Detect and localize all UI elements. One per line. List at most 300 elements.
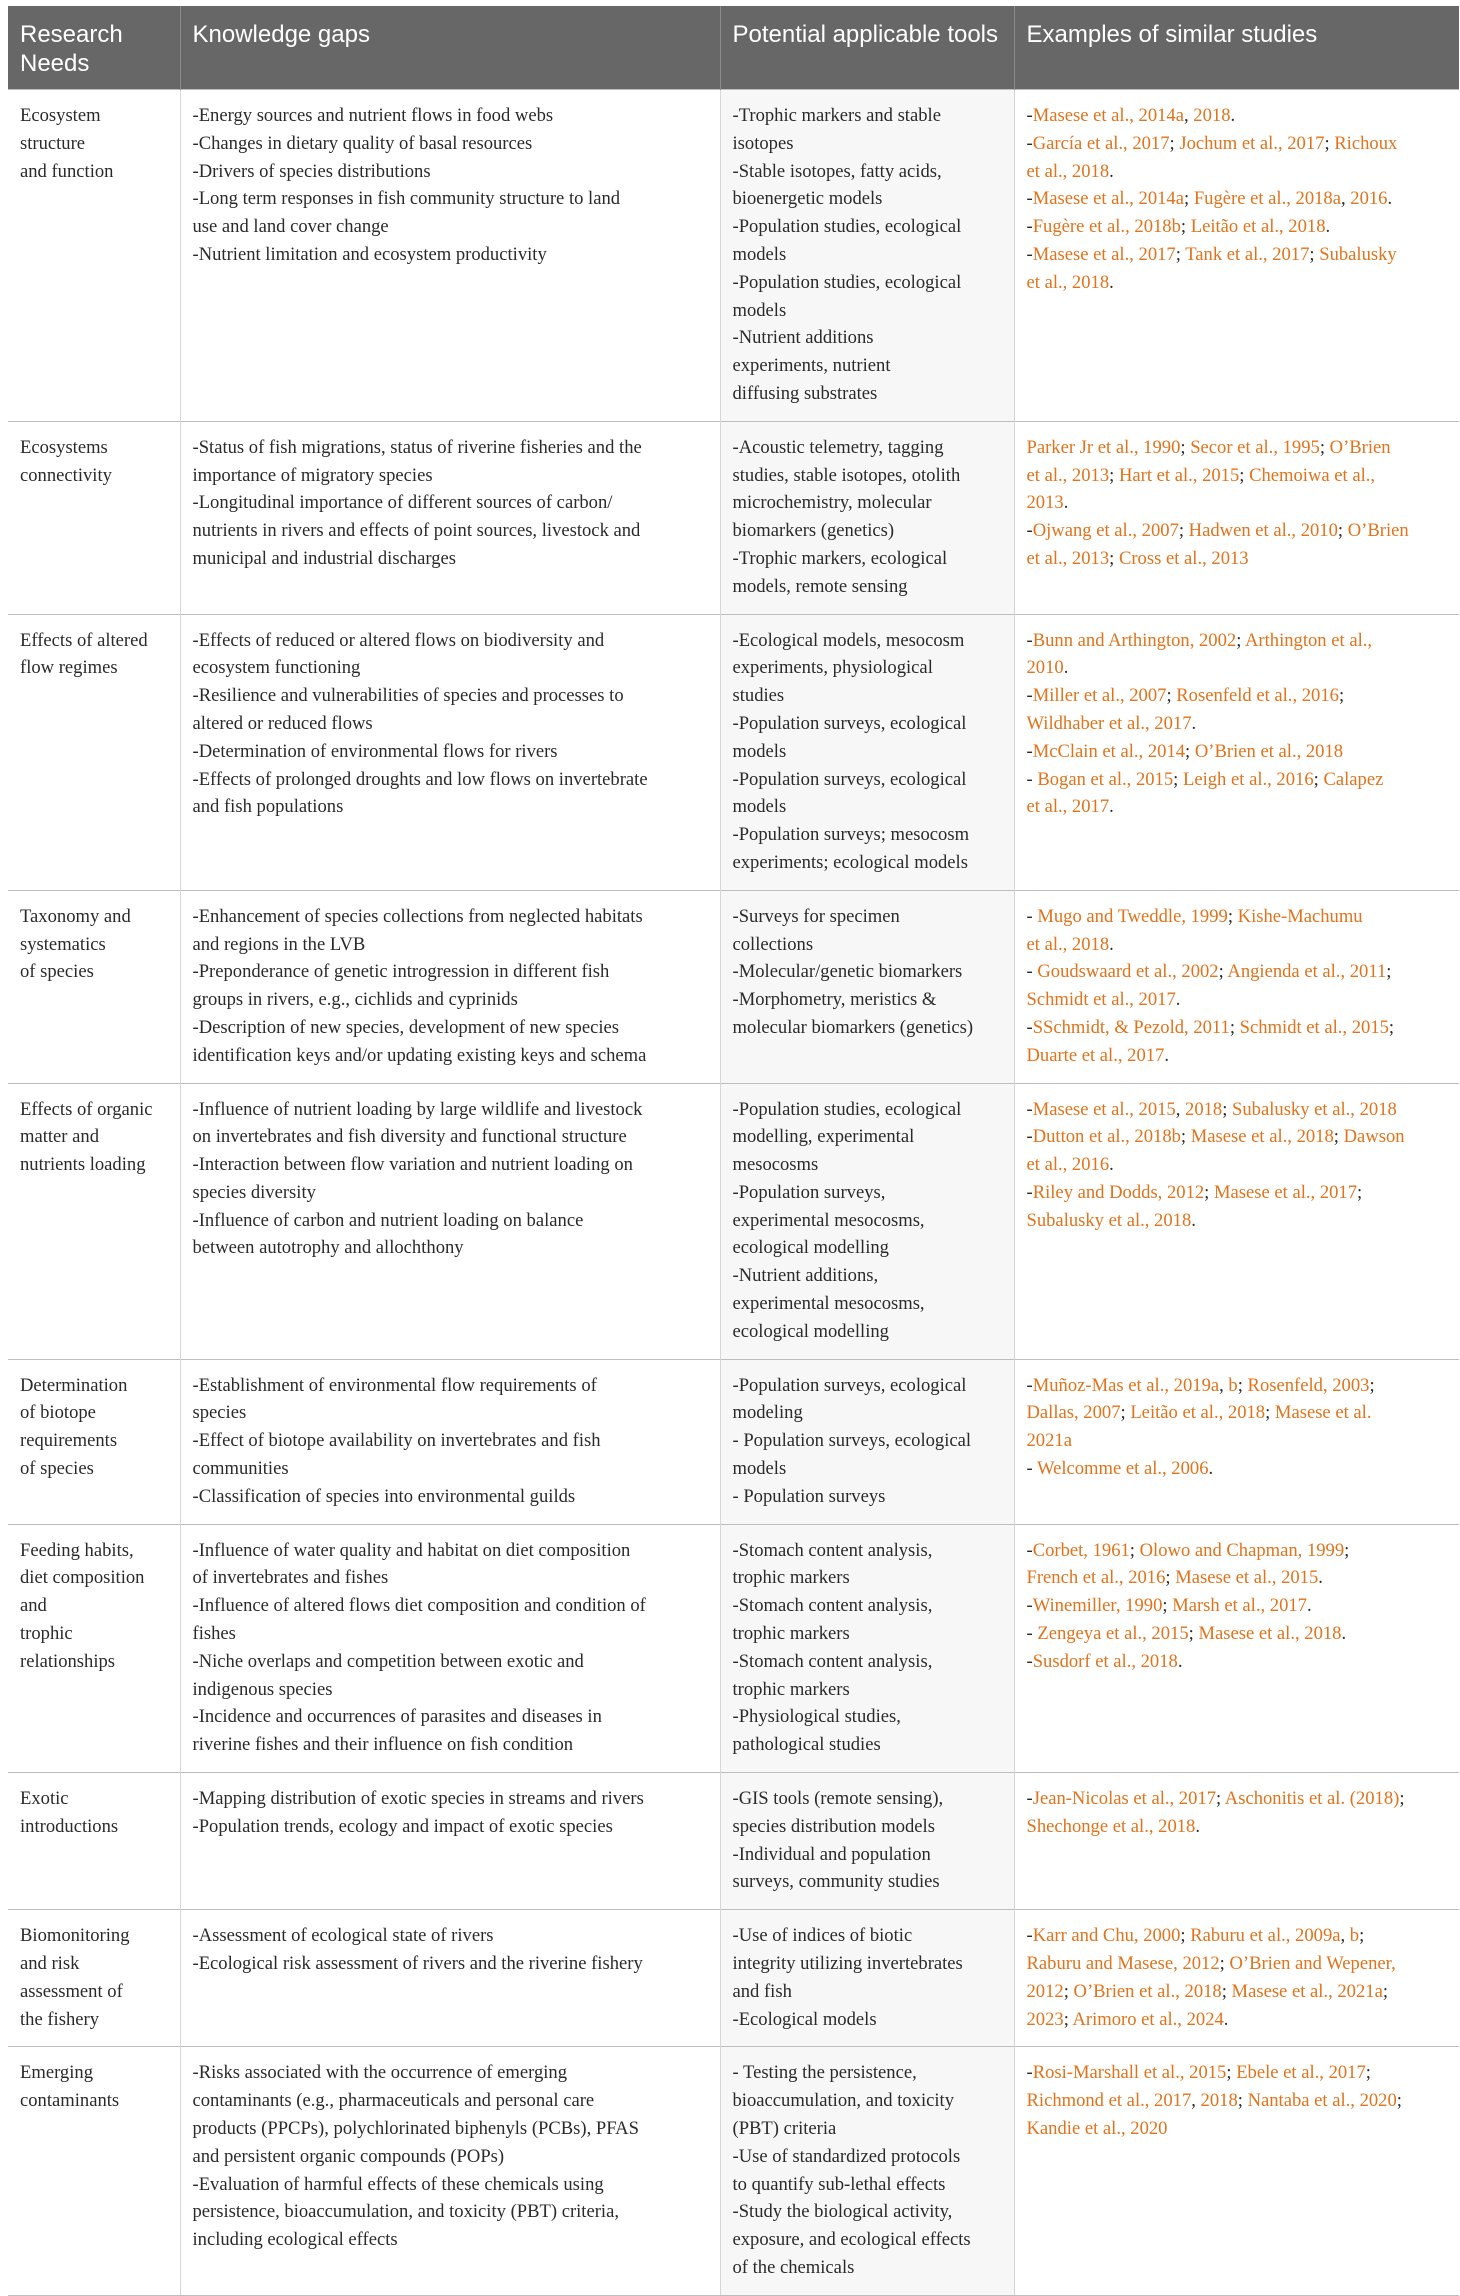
research-need-cell	[8, 1359, 180, 1524]
citation-link[interactable]: Bunn and Arthington, 2002	[1032, 629, 1237, 651]
citation-separator: ;	[1180, 1126, 1191, 1148]
citation-link[interactable]: Kandie et al., 2020	[1026, 2118, 1168, 2139]
citation-separator: ;	[1359, 1925, 1365, 1947]
tool-line: -Study the biological activity,	[732, 2201, 953, 2223]
citation-link[interactable]: Masese et al., 2017	[1032, 243, 1176, 265]
citation-separator: -	[1026, 1925, 1033, 1947]
citation-link[interactable]: Secor et al., 1995	[1190, 436, 1320, 458]
citation-link[interactable]: 2021a	[1026, 1430, 1072, 1452]
citation-link[interactable]: O’Brien	[1329, 436, 1391, 458]
research-need-cell	[8, 90, 180, 422]
citation-link[interactable]: Masese et al., 2014a	[1032, 188, 1184, 210]
citation-separator: ;	[1229, 1016, 1240, 1038]
citation-separator: ;	[1357, 1181, 1363, 1203]
example-line	[1027, 269, 1448, 297]
tool-line: -Use of standardized protocols	[732, 2145, 961, 2167]
citation-separator: .	[1109, 160, 1114, 182]
example-line	[1027, 1123, 1448, 1151]
research-need-line: and function	[20, 160, 114, 182]
examples-cell	[1014, 1910, 1459, 2047]
tool-line: modelling, experimental	[732, 1126, 915, 1148]
citation-link[interactable]: Calapez	[1323, 768, 1384, 790]
citation-link[interactable]: Subalusky	[1319, 243, 1397, 265]
research-need-line: connectivity	[20, 464, 112, 486]
example-line	[1027, 545, 1448, 573]
citation-link[interactable]: Muñoz-Mas et al., 2019a	[1032, 1374, 1220, 1396]
citation-separator: .	[1341, 1623, 1347, 1645]
citation-link[interactable]: Arimoro et al., 2024	[1072, 2008, 1224, 2030]
knowledge-gap-line: -Longitudinal importance of different sources of carbon/	[192, 492, 613, 514]
citation-separator: ;	[1227, 905, 1238, 927]
example-line	[1027, 1813, 1448, 1841]
citation-link[interactable]: Rosenfeld, 2003	[1247, 1374, 1370, 1396]
example-line	[1027, 1096, 1448, 1124]
knowledge-gap-line: including ecological effects	[192, 2229, 398, 2251]
example-line	[1027, 213, 1448, 241]
citation-link[interactable]: Mugo and Tweddle, 1999	[1037, 905, 1228, 927]
header-similar-studies: Examples of similar studies	[1014, 6, 1459, 90]
research-need-cell	[8, 614, 180, 890]
example-line	[1027, 517, 1448, 545]
citation-separator: ;	[1109, 464, 1119, 486]
example-line	[1027, 1950, 1448, 1978]
citation-link[interactable]: Angienda et al., 2011	[1227, 961, 1387, 983]
citation-separator: ;	[1313, 768, 1324, 790]
tool-line: experiments, nutrient	[732, 355, 891, 377]
citation-separator: -	[1026, 132, 1033, 154]
citation-separator: ;	[1396, 2090, 1402, 2112]
citation-link[interactable]: Raburu and Masese, 2012	[1026, 1953, 1220, 1975]
example-line	[1027, 489, 1448, 517]
citation-link[interactable]: Goudswaard et al., 2002	[1037, 961, 1219, 983]
citation-link[interactable]: Olowo and Chapman, 1999	[1139, 1539, 1345, 1561]
example-line	[1027, 1648, 1448, 1676]
citation-separator: ;	[1226, 2062, 1237, 2084]
knowledge-gap-line: -Interaction between flow variation and nutrient loading on	[192, 1154, 633, 1176]
tools-cell	[720, 2047, 1014, 2295]
citation-link[interactable]: 2016	[1350, 188, 1388, 210]
tool-line: and fish	[732, 1980, 792, 2002]
citation-link[interactable]: Zengeya et al., 2015	[1037, 1623, 1189, 1645]
citation-link[interactable]: Fugère et al., 2018b	[1032, 216, 1181, 238]
citation-link[interactable]: Dawson	[1343, 1126, 1405, 1148]
knowledge-gap-line: municipal and industrial discharges	[192, 547, 457, 569]
citation-separator: ;	[1319, 436, 1330, 458]
citation-link[interactable]: Fugère et al., 2018a	[1193, 188, 1341, 210]
citation-separator: .	[1191, 712, 1197, 734]
tool-line: -Population studies, ecological	[732, 1098, 962, 1120]
citation-separator: ;	[1188, 1623, 1199, 1645]
example-line	[1027, 2115, 1448, 2143]
knowledge-gap-line: identification keys and/or updating existing keys and schema	[192, 1044, 647, 1066]
citation-link[interactable]: 2013	[1026, 492, 1064, 514]
citation-link[interactable]: Parker Jr et al., 1990	[1026, 436, 1181, 458]
tool-line: -Population surveys; mesocosm	[732, 824, 970, 846]
citation-separator: ;	[1399, 1788, 1405, 1810]
tools-cell	[720, 1359, 1014, 1524]
knowledge-gap-line: -Energy sources and nutrient flows in food webs	[192, 105, 554, 126]
knowledge-gap-line: -Influence of altered flows diet composition and condition of	[192, 1595, 646, 1617]
citation-link[interactable]: Aschonitis et al. (2018)	[1224, 1788, 1400, 1810]
example-line	[1027, 1427, 1448, 1455]
tool-line: collections	[732, 933, 814, 955]
citation-link[interactable]: 2018	[1200, 2090, 1238, 2112]
example-line	[1027, 2059, 1448, 2087]
citation-separator: .	[1109, 1154, 1114, 1176]
research-needs-table	[8, 6, 1459, 2296]
research-need-line: relationships	[20, 1650, 116, 1672]
citation-link[interactable]: Chemoiwa et al.,	[1249, 464, 1376, 486]
research-need-line: diet composition	[20, 1567, 145, 1589]
citation-separator: ;	[1180, 1925, 1191, 1947]
citation-link[interactable]: Masese et al., 2017	[1214, 1181, 1358, 1203]
knowledge-gaps-cell	[180, 1910, 720, 2047]
research-table-container	[8, 6, 1459, 2296]
citation-separator: ;	[1180, 436, 1191, 458]
citation-separator: ;	[1222, 1098, 1233, 1120]
citation-link[interactable]: Corbet, 1961	[1032, 1539, 1130, 1561]
example-line	[1027, 1042, 1448, 1070]
example-line	[1027, 793, 1448, 821]
header-applicable-tools: Potential applicable tools	[720, 6, 1014, 90]
research-need-cell	[8, 1910, 180, 2047]
knowledge-gap-line: of invertebrates and fishes	[192, 1567, 389, 1589]
research-need-line: Exotic	[20, 1788, 69, 1810]
citation-link[interactable]: Susdorf et al., 2018	[1032, 1650, 1178, 1672]
citation-link[interactable]: Rosenfeld et al., 2016	[1176, 685, 1339, 707]
knowledge-gap-line: ecosystem functioning	[192, 657, 361, 679]
knowledge-gap-line: -Risks associated with the occurrence of emerging	[192, 2062, 568, 2084]
citation-separator: ;	[1365, 2062, 1371, 2084]
knowledge-gap-line: importance of migratory species	[192, 464, 433, 486]
tool-line: -Population studies, ecological	[732, 271, 962, 293]
citation-link[interactable]: Duarte et al., 2017	[1026, 1044, 1165, 1066]
citation-link[interactable]: French et al., 2016	[1026, 1567, 1166, 1589]
tool-line: trophic markers	[732, 1678, 850, 1700]
tool-line: -Morphometry, meristics &	[732, 989, 937, 1011]
knowledge-gap-line: -Description of new species, development of new species	[192, 1016, 619, 1038]
example-line	[1027, 102, 1448, 130]
citation-separator: ,	[1184, 105, 1194, 126]
research-need-line: and risk	[20, 1953, 80, 1975]
tool-line: experimental mesocosms,	[732, 1293, 925, 1315]
citation-separator: .	[1387, 188, 1393, 210]
knowledge-gaps-cell	[180, 1083, 720, 1359]
citation-separator: -	[1026, 961, 1038, 983]
knowledge-gap-line: -Classification of species into environmental guilds	[192, 1485, 576, 1507]
citation-link[interactable]: García et al., 2017	[1032, 132, 1170, 154]
example-line	[1027, 1372, 1448, 1400]
example-line	[1027, 682, 1448, 710]
examples-cell	[1014, 1083, 1459, 1359]
tool-line: -Nutrient additions,	[732, 1265, 879, 1287]
citation-separator: -	[1026, 1098, 1033, 1120]
citation-link[interactable]: Subalusky et al., 2018	[1232, 1098, 1397, 1120]
tool-line: molecular biomarkers (genetics)	[732, 1016, 974, 1038]
citation-link[interactable]: Raburu et al., 2009a	[1190, 1925, 1341, 1947]
knowledge-gap-line: -Effects of reduced or altered flows on biodiversity and	[192, 629, 605, 651]
knowledge-gap-line: -Nutrient limitation and ecosystem productivity	[192, 243, 547, 265]
knowledge-gap-line: -Drivers of species distributions	[192, 160, 431, 182]
citation-link[interactable]: Masese et al., 2014a	[1032, 105, 1184, 126]
knowledge-gaps-cell	[180, 90, 720, 422]
citation-separator: ;	[1324, 132, 1335, 154]
citation-separator: .	[1109, 933, 1114, 955]
citation-link[interactable]: et al., 2018	[1026, 271, 1110, 293]
citation-separator: ;	[1173, 768, 1183, 790]
tool-line: -Stable isotopes, fatty acids,	[732, 160, 942, 182]
research-need-line: and	[20, 1595, 47, 1617]
knowledge-gap-line: nutrients in rivers and effects of point sources, livestock and	[192, 520, 641, 542]
citation-link[interactable]: Dutton et al., 2018b	[1032, 1126, 1181, 1148]
knowledge-gap-line: -Effect of biotope availability on invertebrates and fish	[192, 1430, 601, 1452]
citation-link[interactable]: Schmidt et al., 2017	[1026, 989, 1176, 1011]
knowledge-gap-line: -Influence of water quality and habitat on diet composition	[192, 1539, 631, 1561]
table-row	[8, 890, 1459, 1083]
citation-separator: -	[1026, 740, 1033, 762]
tool-line: -Use of indices of biotic	[732, 1925, 913, 1947]
research-need-line: Emerging	[20, 2062, 93, 2084]
citation-link[interactable]: O’Brien et al., 2018	[1194, 740, 1344, 762]
examples-cell	[1014, 1773, 1459, 1910]
citation-link[interactable]: Masese et al., 2015	[1032, 1098, 1176, 1120]
knowledge-gap-line: between autotrophy and allochthony	[192, 1237, 464, 1259]
tool-line: - Population surveys, ecological	[732, 1430, 972, 1452]
citation-link[interactable]: Miller et al., 2007	[1032, 685, 1167, 707]
tool-line: modeling	[732, 1402, 803, 1424]
citation-link[interactable]: Richmond et al., 2017	[1026, 2090, 1192, 2112]
citation-link[interactable]: 2023	[1026, 2008, 1064, 2030]
table-row	[8, 1083, 1459, 1359]
tool-line: -Trophic markers and stable	[732, 105, 941, 126]
citation-link[interactable]: Jean-Nicolas et al., 2017	[1032, 1788, 1216, 1810]
tool-line: models	[732, 796, 787, 818]
example-line	[1027, 958, 1448, 986]
citation-link[interactable]: Richoux	[1334, 132, 1398, 154]
example-line	[1027, 1014, 1448, 1042]
citation-link[interactable]: Cross et al., 2013	[1118, 547, 1249, 569]
citation-separator: ;	[1219, 1953, 1230, 1975]
citation-link[interactable]: Rosi-Marshall et al., 2015	[1032, 2062, 1227, 2084]
example-line	[1027, 1455, 1448, 1483]
citation-link[interactable]: et al., 2018	[1026, 933, 1110, 955]
citation-link[interactable]: Hadwen et al., 2010	[1188, 520, 1338, 542]
citation-link[interactable]: SSchmidt, & Pezold, 2011	[1032, 1016, 1230, 1038]
citation-link[interactable]: Ebele et al., 2017	[1236, 2062, 1366, 2084]
table-row	[8, 90, 1459, 422]
citation-separator: ;	[1063, 2008, 1073, 2030]
citation-link[interactable]: Leitão et al., 2018	[1130, 1402, 1266, 1424]
research-need-line: matter and	[20, 1126, 99, 1148]
citation-link[interactable]: Wildhaber et al., 2017	[1026, 712, 1192, 734]
table-row	[8, 1910, 1459, 2047]
citation-separator: ;	[1344, 1539, 1350, 1561]
citation-link[interactable]: Shechonge et al., 2018	[1026, 1815, 1196, 1837]
knowledge-gap-line: and regions in the LVB	[192, 933, 366, 955]
citation-link[interactable]: O’Brien	[1347, 520, 1409, 542]
knowledge-gaps-cell	[180, 421, 720, 614]
tool-line: models	[732, 243, 787, 265]
research-need-line: systematics	[20, 933, 106, 955]
tool-line: (PBT) criteria	[732, 2118, 837, 2139]
citation-link[interactable]: Schmidt et al., 2015	[1239, 1016, 1389, 1038]
example-line	[1027, 158, 1448, 186]
example-line	[1027, 2087, 1448, 2115]
citation-link[interactable]: Leitão et al., 2018	[1190, 216, 1326, 238]
citation-link[interactable]: O’Brien and Wepener,	[1229, 1953, 1396, 1975]
citation-separator: -	[1026, 105, 1033, 126]
citation-link[interactable]: O’Brien et al., 2018	[1073, 1980, 1222, 2002]
citation-separator: -	[1026, 1126, 1033, 1148]
tool-line: bioenergetic models	[732, 188, 883, 210]
tool-line: -GIS tools (remote sensing),	[732, 1788, 944, 1810]
citation-separator: ;	[1369, 1374, 1375, 1396]
table-row	[8, 1524, 1459, 1772]
header-research-needs: Research Needs	[8, 6, 180, 90]
citation-link[interactable]: Masese et al., 2021a	[1231, 1980, 1383, 2002]
tool-line: -Physiological studies,	[732, 1706, 901, 1728]
citation-link[interactable]: Leigh et al., 2016	[1182, 768, 1314, 790]
citation-separator: ;	[1166, 685, 1177, 707]
citation-link[interactable]: Masese et al., 2018	[1190, 1126, 1334, 1148]
tool-line: models	[732, 740, 787, 762]
example-line	[1027, 931, 1448, 959]
example-line	[1027, 241, 1448, 269]
citation-link[interactable]: Ojwang et al., 2007	[1032, 520, 1179, 542]
examples-cell	[1014, 90, 1459, 422]
citation-link[interactable]: Bogan et al., 2015	[1037, 768, 1174, 790]
citation-link[interactable]: et al., 2016	[1026, 1154, 1110, 1176]
research-need-cell	[8, 1083, 180, 1359]
knowledge-gap-line: and fish populations	[192, 796, 344, 818]
knowledge-gaps-cell	[180, 614, 720, 890]
tool-line: trophic markers	[732, 1623, 850, 1645]
tool-line: models	[732, 1458, 787, 1480]
citation-separator: -	[1026, 243, 1033, 265]
citation-separator: .	[1175, 989, 1181, 1011]
knowledge-gap-line: products (PPCPs), polychlorinated biphenyls (PCBs), PFAS	[192, 2118, 639, 2139]
knowledge-gap-line: contaminants (e.g., pharmaceuticals and personal care	[192, 2090, 595, 2112]
citation-separator: -	[1026, 520, 1033, 542]
citation-separator: ;	[1216, 1788, 1225, 1810]
knowledge-gap-line: -Long term responses in fish community structure to land	[192, 188, 621, 210]
knowledge-gap-line: -Niche overlaps and competition between exotic and	[192, 1650, 584, 1672]
tool-line: integrity utilizing invertebrates	[732, 1953, 963, 1975]
citation-link[interactable]: Nantaba et al., 2020	[1247, 2090, 1397, 2112]
citation-separator: -	[1026, 1016, 1033, 1038]
citation-link[interactable]: et al., 2013	[1026, 464, 1110, 486]
examples-cell	[1014, 2047, 1459, 2295]
knowledge-gap-line: -Mapping distribution of exotic species in streams and rivers	[192, 1788, 644, 1810]
citation-link[interactable]: et al., 2018	[1026, 160, 1110, 182]
tool-line: studies	[732, 685, 785, 707]
knowledge-gap-line: indigenous species	[192, 1678, 333, 1700]
citation-separator: ;	[1185, 740, 1195, 762]
citation-separator: ;	[1382, 1980, 1389, 2002]
citation-link[interactable]: Arthington et al.,	[1245, 629, 1373, 651]
citation-link[interactable]: McClain et al., 2014	[1032, 740, 1186, 762]
example-line	[1027, 1564, 1448, 1592]
citation-link[interactable]: Jochum et al., 2017	[1179, 132, 1325, 154]
tool-line: - Population surveys	[732, 1485, 886, 1507]
citation-link[interactable]: b	[1349, 1925, 1360, 1947]
citation-link[interactable]: Kishe-Machumu	[1237, 905, 1363, 927]
citation-link[interactable]: 2018	[1193, 105, 1231, 126]
citation-link[interactable]: Masese et al., 2018	[1198, 1623, 1342, 1645]
citation-separator: -	[1026, 1650, 1033, 1672]
citation-link[interactable]: Tank et al., 2017	[1185, 243, 1310, 265]
citation-separator: ;	[1178, 520, 1189, 542]
knowledge-gaps-cell	[180, 2047, 720, 2295]
citation-separator: -	[1026, 1458, 1038, 1480]
citation-separator: ;	[1309, 243, 1320, 265]
research-need-line: Ecosystems	[20, 436, 108, 458]
citation-link[interactable]: Dallas, 2007	[1026, 1402, 1121, 1424]
citation-link[interactable]: Welcomme et al., 2006	[1037, 1458, 1209, 1480]
citation-link[interactable]: Masese et al., 2015	[1175, 1567, 1319, 1589]
tools-cell	[720, 1773, 1014, 1910]
research-need-line: of species	[20, 961, 94, 983]
research-need-line: the fishery	[20, 2008, 99, 2030]
tool-line: -Molecular/genetic biomarkers	[732, 961, 963, 983]
research-need-line: Taxonomy and	[20, 905, 131, 927]
citation-separator: ;	[1333, 1126, 1344, 1148]
tool-line: experiments, physiological	[732, 657, 933, 679]
citation-link[interactable]: et al., 2017	[1026, 796, 1110, 818]
citation-link[interactable]: 2018	[1185, 1098, 1223, 1120]
citation-separator: -	[1026, 1374, 1033, 1396]
table-row	[8, 614, 1459, 890]
citation-link[interactable]: Hart et al., 2015	[1118, 464, 1240, 486]
citation-separator: ;	[1180, 216, 1191, 238]
example-line	[1027, 462, 1448, 490]
citation-link[interactable]: Masese et al.	[1274, 1402, 1372, 1424]
knowledge-gap-line: -Incidence and occurrences of parasites and diseases in	[192, 1706, 602, 1728]
citation-separator: ;	[1337, 520, 1348, 542]
tool-line: of the chemicals	[732, 2256, 855, 2278]
research-need-line: flow regimes	[20, 657, 118, 679]
citation-link[interactable]: Karr and Chu, 2000	[1032, 1925, 1181, 1947]
example-line	[1027, 1537, 1448, 1565]
citation-link[interactable]: Winemiller, 1990	[1032, 1595, 1163, 1617]
tool-line: - Testing the persistence,	[732, 2062, 917, 2084]
citation-link[interactable]: Subalusky et al., 2018	[1026, 1209, 1192, 1231]
header-knowledge-gaps: Knowledge gaps	[180, 6, 720, 90]
knowledge-gap-line: species	[192, 1402, 247, 1424]
citation-link[interactable]: b	[1228, 1374, 1238, 1396]
tool-line: models, remote sensing	[732, 575, 908, 597]
research-need-cell	[8, 421, 180, 614]
citation-link[interactable]: Riley and Dodds, 2012	[1032, 1181, 1205, 1203]
citation-separator: .	[1164, 1044, 1170, 1066]
research-need-line: Biomonitoring	[20, 1925, 130, 1947]
research-need-line: trophic	[20, 1623, 73, 1645]
example-line	[1027, 766, 1448, 794]
citation-separator: .	[1063, 657, 1069, 679]
citation-separator: .	[1325, 216, 1331, 238]
citation-link[interactable]: et al., 2013	[1026, 547, 1110, 569]
citation-separator: .	[1318, 1567, 1323, 1589]
research-need-cell	[8, 1773, 180, 1910]
citation-link[interactable]: 2012	[1026, 1980, 1064, 2002]
citation-link[interactable]: Marsh et al., 2017	[1172, 1595, 1307, 1617]
citation-link[interactable]: 2010	[1026, 657, 1064, 679]
example-line	[1027, 130, 1448, 158]
citation-separator: -	[1026, 905, 1038, 927]
examples-cell	[1014, 1524, 1459, 1772]
tool-line: -Population surveys,	[732, 1181, 886, 1203]
example-line	[1027, 654, 1448, 682]
